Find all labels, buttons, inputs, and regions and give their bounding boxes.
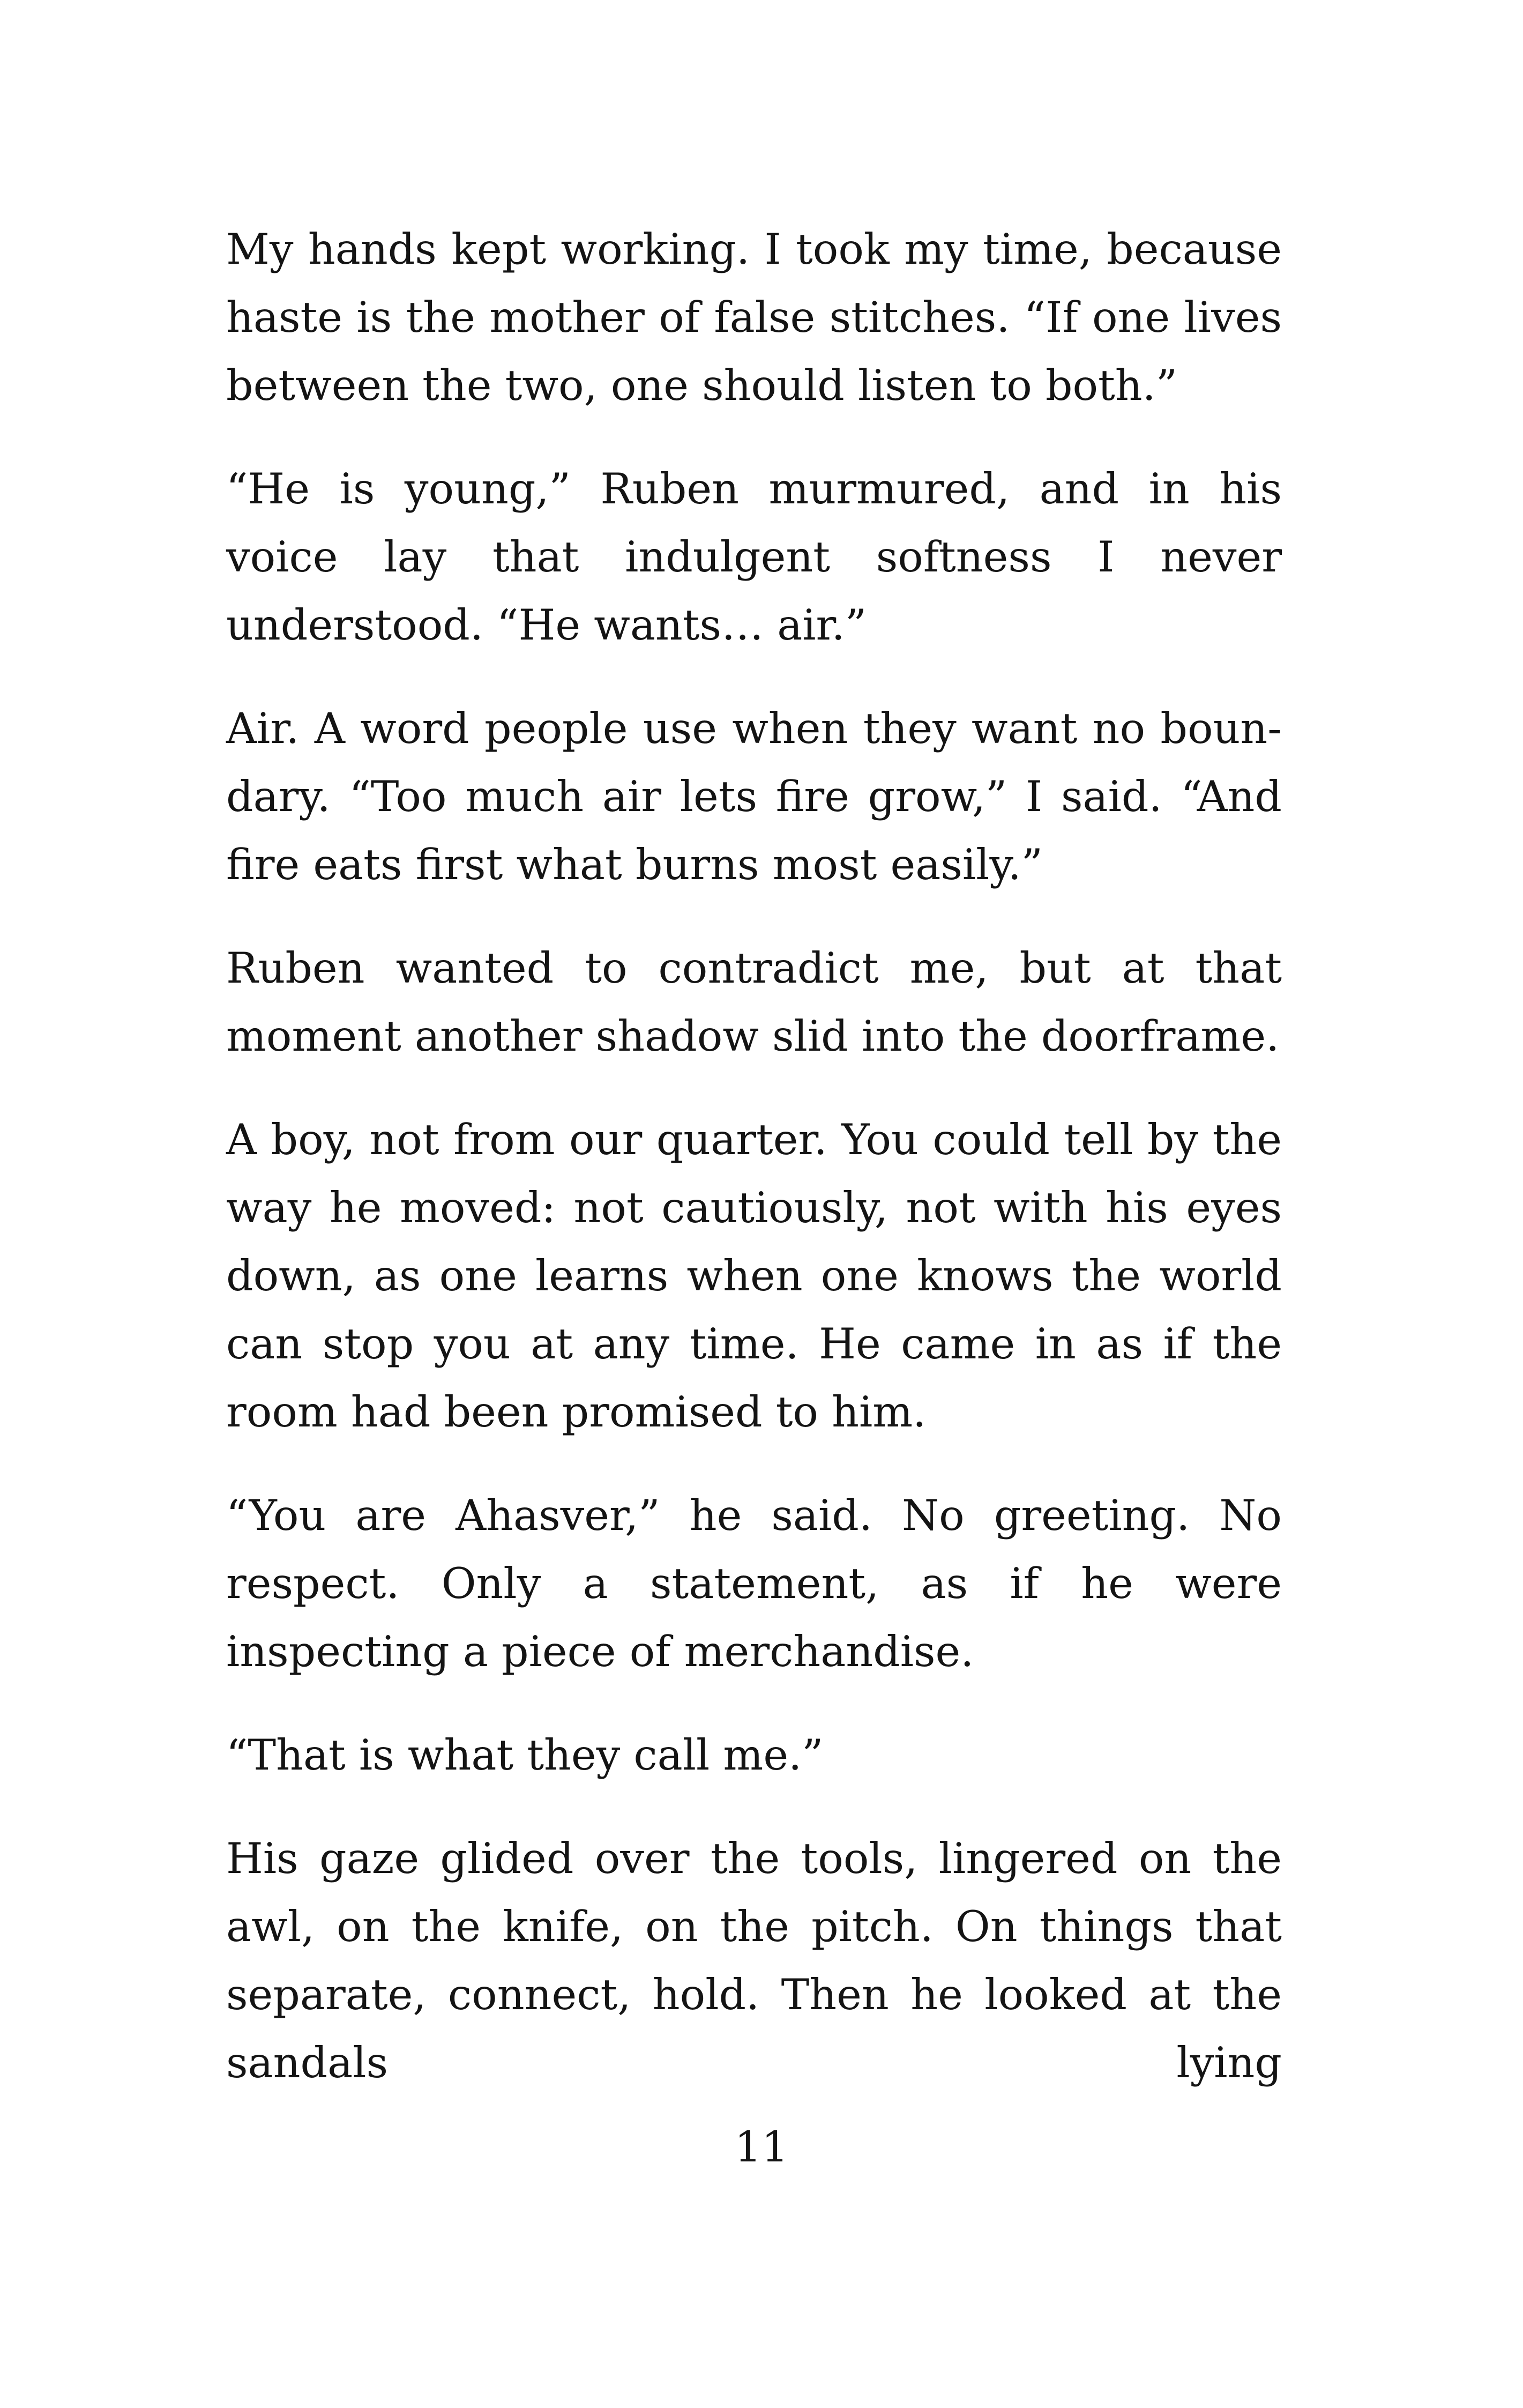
paragraph-6: “You are Ahasver,” he said. No greeting. No respect. Only a statement, as if he were inspecting a piece of merchandise. xyxy=(226,1491,1282,1676)
paragraph-4: Ruben wanted to contradict me, but at that moment another shadow slid into the doorframe. xyxy=(226,943,1282,1061)
paragraph-8: His gaze glided over the tools, lingered on the awl, on the knife, on the pitch. On things that separate, connect, hold. Then he looked at the sandals lying xyxy=(226,1834,1282,2087)
body-text xyxy=(226,215,1282,2097)
paragraph-3: Air. A word people use when they want no boundary. “Too much air lets fire grow,” I said. “And fire eats first what burns most easily.” xyxy=(226,704,1282,889)
page-number: 11 xyxy=(734,2122,789,2172)
paragraph-5: A boy, not from our quarter. You could tell by the way he moved: not cautiously, not with his eyes down, as one learns when one knows the world can stop you at any time. He came in as if the room had been promised to him. xyxy=(226,1115,1282,1437)
paragraph-7: “That is what they call me.” xyxy=(226,1730,824,1780)
paragraph-1: My hands kept working. I took my time, because haste is the mother of false stitches. “If one lives between the two, one should listen to both.” xyxy=(226,225,1282,410)
paragraph-2: “He is young,” Ruben murmured, and in his voice lay that indulgent softness I never understood. “He wants… air.” xyxy=(226,464,1282,650)
